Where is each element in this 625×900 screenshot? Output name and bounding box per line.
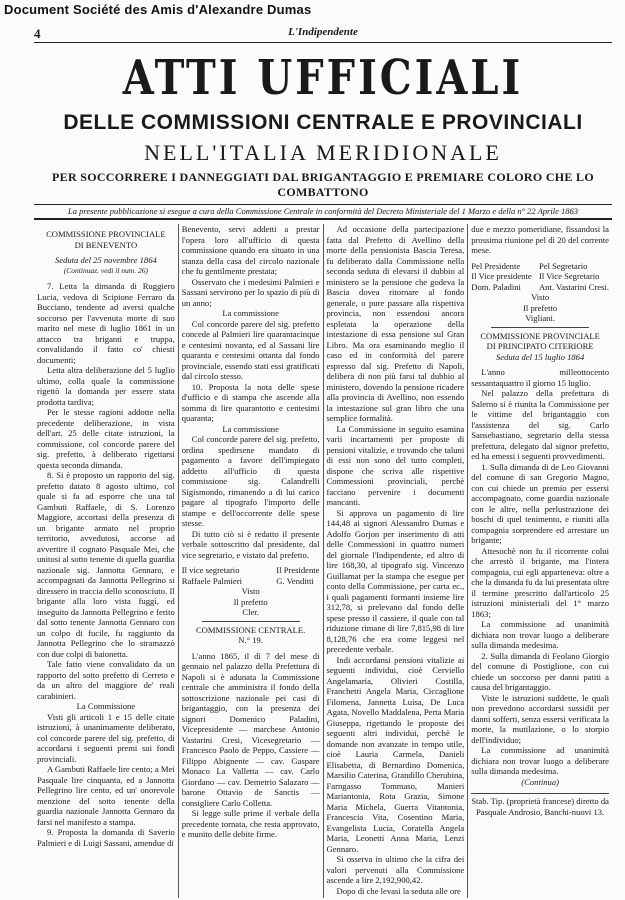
newspaper-page bbox=[34, 26, 612, 898]
subtitle-region: NELL'ITALIA MERIDIONALE bbox=[144, 140, 502, 165]
paragraph: Tale fatto viene convalidato da un rapporto del sotto prefetto di Cerreto e da un altro del maggiore de' reali carabinieri. bbox=[37, 659, 175, 701]
signatures bbox=[471, 261, 609, 293]
signatures bbox=[182, 565, 320, 586]
publication-notice: La presente pubblicazione si esegue a cura della Commissione Centrale in conformità del Decreto Ministeriale del 1 Marzo e della n° 22 Aprile 1863 bbox=[34, 204, 612, 220]
prefetto-role: Il prefetto bbox=[523, 302, 558, 313]
main-title: ATTI UFFICIALI bbox=[122, 49, 524, 107]
paragraph: Attesochè non fu il ricorrente colui che arrestò il brigante, ma l'intera compagnia, cui egli apparteneva: oltre a che la dimanda fu da lui presentata oltre il termine prescritto dall'articolo 25 istruzioni ministeriali del 1° marzo 1863; bbox=[471, 545, 609, 619]
section-heading: COMMISSIONE PROVINCIALE bbox=[480, 330, 600, 341]
paragraph: Dopo di che levasi la seduta alle ore bbox=[336, 885, 461, 896]
section-subheading: DI PRINCIPATO CITERIORE bbox=[486, 341, 594, 351]
subtitle-commissions: DELLE COMMISSIONI CENTRALE E PROVINCIALI bbox=[63, 111, 583, 134]
paragraph: Col concorde parere del sig. prefetto concede al Palmieri lire quarantacinque e centesimi novanta, ed al Sassani lire quaranta e centesimi ottanta dal fondo provinciale, essendo stati essi gratificati dal circolo stesso. bbox=[181, 318, 320, 381]
continuation-note: (Continua) bbox=[521, 776, 559, 787]
paragraph: Osservato che i medesimi Palmieri e Sassani servirono per lo spazio di più di un anno; bbox=[181, 276, 320, 308]
paragraph: 2. Sulla dimanda di Feolano Giorgio del comune di Postiglione, con cui chiede un soccorso per danni patiti a causa del brigantaggio. bbox=[471, 650, 609, 692]
paragraph: 9. Proposta la domanda di Saverio Palmieri e di Luigi Sassani, amendue di bbox=[37, 827, 175, 848]
signature-role: Il Presidente bbox=[276, 565, 320, 575]
paragraph: L'anno 1865, il dì 7 del mese di gennaio nel palazzo della Prefettura di Napoli si è adunata la Commissione centrale che amministra il fondo della sottoscrizione nazionale pei casi di brigantaggio, con la presenza dei signori Domenico Paladini, Vicepresidente — marchese Antonio Vastarini Cresi, Vicesegretario — Francesco Paolo de Peppo, Cassiere — Filippo Abignente — cav. Gaspare Monaco La Valletta — cav. Carlo Giordano — cav. Demetrio Salazaro — barone Ottavio de Sanctis — consigliere Carlo Colletta. bbox=[181, 650, 320, 808]
paragraph: Si osserva in ultimo che la cifra dei valori pervenuti alla Commissione ascende a lire 2,192,900,42. bbox=[326, 854, 465, 885]
signature-name: Dom. Paladini bbox=[471, 281, 521, 292]
signature-name: G. Venditti bbox=[276, 575, 314, 586]
session-date: Seduta del 15 luglio 1864 bbox=[495, 351, 585, 362]
paragraph: due e mezzo pomeridiane, fissandosi la prossima riunione pel dì 20 del corrente mese. bbox=[471, 224, 609, 255]
session-date: Seduta del 25 novembre 1864 bbox=[54, 255, 157, 265]
running-title: L'Indipendente bbox=[288, 26, 358, 38]
prefetto-role: Il prefetto bbox=[233, 596, 268, 607]
paragraph: Col concorde parere del sig. prefetto, ordina spedirsene mandato di pagamento a favore dell'impiegato addetto all'ufficio di questa commissione sig. Calandrelli Sigismondo, rimanendo a di lui carico pagare al tipografo l'importo delle stampe e dell'occorrente delle spese stesse. bbox=[181, 434, 320, 528]
visto: Visto bbox=[531, 292, 550, 302]
paragraph: L'anno milleottocento sessantaquattro il giorno 15 luglio. bbox=[471, 367, 609, 388]
paragraph: Nel palazzo della prefettura di Salerno si è riunita la Commissione per le vittime del brigantaggio con l'assistenza del sig. Carlo Sansebastiano, segretario della stessa prefettura, delegato dal signor prefetto, ed ha emessi i seguenti provvedimenti. bbox=[471, 388, 609, 461]
watermark: Document Société des Amis d'Alexandre Dumas bbox=[4, 2, 312, 17]
paragraph: Per le stesse ragioni addotte nella precedente deliberazione, in vista dell'art. 25 delle citate istruzioni, la commissione, col concorde parere del sig. prefetto, à deliberato rigettarsi questa seconda dimanda. bbox=[37, 407, 175, 470]
signature-name: Ant. Vastarini Cresi. bbox=[538, 281, 609, 292]
page-number: 4 bbox=[34, 26, 41, 41]
masthead bbox=[34, 51, 612, 220]
paragraph: 7. Letta la dimanda di Ruggiero Lucia, vedova di Scipione Ferraro da Bucciano, tendente ad aversi qualche soccorso per l'avvenuta morte di suo marito nel mese di luglio 1861 in un attacco tra briganti e truppa, convalidando il fatto co' chiesti documenti; bbox=[37, 281, 175, 365]
paragraph: A Gambuti Raffaele lire cento; a Mei Pasquale lire cinquanta, ed a Jannotta Pellegrino lire cento, ed un' onorevole menzione del sotto tenente della guardia nazionale Jannotta Gennaro da farsi nel manifesto a stampa. bbox=[37, 764, 175, 827]
paragraph: Di tutto ciò si è redatto il presente verbale sottoscritto dal presidente, dal vice segretario, e vistato dal prefetto. bbox=[181, 528, 320, 560]
column-2 bbox=[178, 224, 323, 898]
signature-role: Il vice segretario bbox=[181, 565, 240, 575]
section-heading: COMMISSIONE CENTRALE. bbox=[195, 624, 306, 635]
column-1 bbox=[34, 224, 178, 898]
signature-role: Il Vice presidente bbox=[471, 271, 532, 281]
sub-heading: La Commissione bbox=[76, 701, 136, 711]
section-subheading: DI BENEVENTO bbox=[74, 239, 138, 250]
column-3 bbox=[323, 224, 468, 898]
printer-imprint: Stab. Tip. (proprietà francese) diretto da Pasquale Androsio, Banchi-nuovi 13. bbox=[471, 793, 609, 817]
signature-name: Raffaele Palmieri bbox=[181, 575, 242, 586]
running-header bbox=[34, 26, 612, 43]
paragraph: Letta altra deliberazione del 5 luglio ultimo, colla quale la commissione rigettò la domanda per essere stata prodotta tardiva; bbox=[37, 365, 175, 407]
prefetto-name: Cler. bbox=[242, 607, 259, 617]
paragraph: Visti gli articoli 1 e 15 delle citate istruzioni, à unanimamente deliberato, col concorde parere del sig. prefetto, di accordarsi i seguenti premi sui fondi provinciali. bbox=[37, 711, 175, 764]
section-heading: COMMISSIONE PROVINCIALE bbox=[46, 229, 166, 239]
subtitle-purpose: PER SOCCORRERE I DANNEGGIATI DAL BRIGANTAGGIO E PREMIARE COLORO CHE LO COMBATTONO bbox=[52, 170, 594, 199]
signature-role: Pel Segretario bbox=[538, 260, 588, 271]
signature-role: Il Vice Segretario bbox=[538, 271, 600, 281]
paragraph: 1. Sulla dimanda di de Leo Giovanni del comune di san Gregorio Magno, con cui chiede un premio per essersi accompagnato, come guardia nazionale con le altre, nella perlustrazione dei boschi di quel tenimento, e riuniti alla compagnia sorprendere ed arrestare un brigante; bbox=[471, 461, 609, 545]
paragraph: Benevento, servi addetti a prestar l'opera loro all'ufficio di questa commissione quando era situato in una stanza della casa del circolo nazionale che fu gentilmente prestata; bbox=[181, 224, 320, 276]
signature-role: Pel Presidente bbox=[471, 260, 521, 271]
report-number: N.° 19. bbox=[238, 635, 263, 645]
paragraph: Indi accordansi pensioni vitalizie ai seguenti individui, cioè Cerviello Angelamaria, Olivieri Costilla, Franchetti Angela Maria, Ciccaglione Filomena, Jannetta Luisa, De Luca Agata, Novello Maddalena, Perta Maria Giuseppa, rigettando le proposte dei seguenti altri individui, perchè le domande non avanzate in tempo utile, cioè Lauria Carmela, Danieli Elisabetta, di Bernardino Domenica, Marsilio Caterina, Grandillo Cherubina, Farngasso Tommaso, Manieri Mariantonia, Rota Grazia, Simone Maria Michela, Guerra Vitantonia, Francescia Vita, Cosentino Maria, Evangelista Lucia, Coratella Angela Maria, Leonetti Anna Maria, Lenzi Gennaro. bbox=[326, 654, 465, 854]
prefetto-name: Vigliani. bbox=[525, 313, 556, 323]
paragraph: Si approva un pagamento di lire 144,48 ai signori Alessandro Dumas e Adolfo Gorjon per inserimento di atti delle Commessioni in quattro numeri del giornale l'Indipendente, ed altro di lire 168,30, al tipografo sig. Vincenzo Guillamat per la stampa che esegue per conto della Commissione, per carta ec., i quali pagamenti formanti insieme lire 312,78, si prelevano dal fondo delle spese presso il cassiere, il quale con tal riduzione rimane di lire 7,815,98 di lire 8,128,76 che era come leggesi nel precedente verbale. bbox=[326, 507, 465, 654]
visto: Visto bbox=[241, 586, 260, 596]
paragraph: La commissione ad unanimità dichiara non trovar luogo a deliberare sulla dimanda medesima. bbox=[471, 745, 609, 776]
paragraph: La Commissione in seguito esamina varii incartamenti per proposte di pensioni vitalizie, e trovando che taluni di essi non sono del tutto completi, dispone che scriva alle rispettive Commessioni provinciali, perchè facciano pervenire i documenti mancanti. bbox=[326, 423, 465, 507]
paragraph: 10. Proposta la nota delle spese d'ufficio e di stampa che ascende alla somma di lire quarantotto e centesimi quaranta; bbox=[181, 381, 320, 423]
column-4 bbox=[467, 224, 612, 898]
continuation-note: (Continuaz. vedi il num. 26) bbox=[63, 265, 148, 275]
sub-heading: La commissione bbox=[222, 423, 279, 434]
paragraph: Si legge sulle prime il verbale della precedente tornata, che resta approvato, e munito delle debite firme. bbox=[181, 808, 320, 839]
paragraph: La commissione ad unanimità dichiara non trovar luogo a deliberare sulla dimanda medesima. bbox=[471, 619, 609, 650]
paragraph: Viste le istruzioni suddette, le quali non prevedono accordarsi sussidii per danni sofferti, senza essersi verificata la morte, la mutilazione, o lo storpio dell'individuo; bbox=[471, 692, 609, 745]
text-columns bbox=[34, 224, 612, 898]
sub-heading: La commissione bbox=[222, 308, 279, 318]
paragraph: 8. Si è proposto un rapporto del sig. prefetto datato 8 agosto ultimo, col quale si fa ad esporre che una tal Gambuti Raffaele, di S. Lorenzo Maggiore, accortasi della presenza di un brigante armato nel proprio territorio, avvedutosi, accorse ad avvertire il cognato Pasquale Mei, che unitosi al sotto tenente di quella guardia nazionale sig. Jannotta Gennaro, e accompagnati da Jannotta Pellegrino si diressero in traccia dello sconosciuto. Il brigante alla loro vista fuggì, ed inseguito da Jannotta Pellegrino e ferito dal sotto tenente Jannotta Gennaro con un colpo di fucile, fu raggiunto da Jannotta Pellegrino che lo stramazzò con due colpi di baionetta. bbox=[37, 470, 175, 659]
paragraph: Ad occasione della partecipazione fatta dal Prefetto di Avellino della morte della pensionista Bascia Teresa, fu deliberato dalla Commissione nella seconda seduta di elevarsi il dubbio al ministero se la pensione che godeva la Bascia dovea ritornare al fondo generale, o pure passare alla rispettiva provincia, non essendosi ancora espletata la operazione della intestazione di essa pensione sul Gran Libro. Ma ora esaminando meglio il caso ed in conformità del parere espresso dal sig. Prefetto di Napoli, delibera di non più farsi tal dubbio al ministero, dovendo la pensione ricadere alla provincia di Avellino, non essendo la intestazione sul gran libro che una semplice formalità. bbox=[326, 224, 465, 423]
